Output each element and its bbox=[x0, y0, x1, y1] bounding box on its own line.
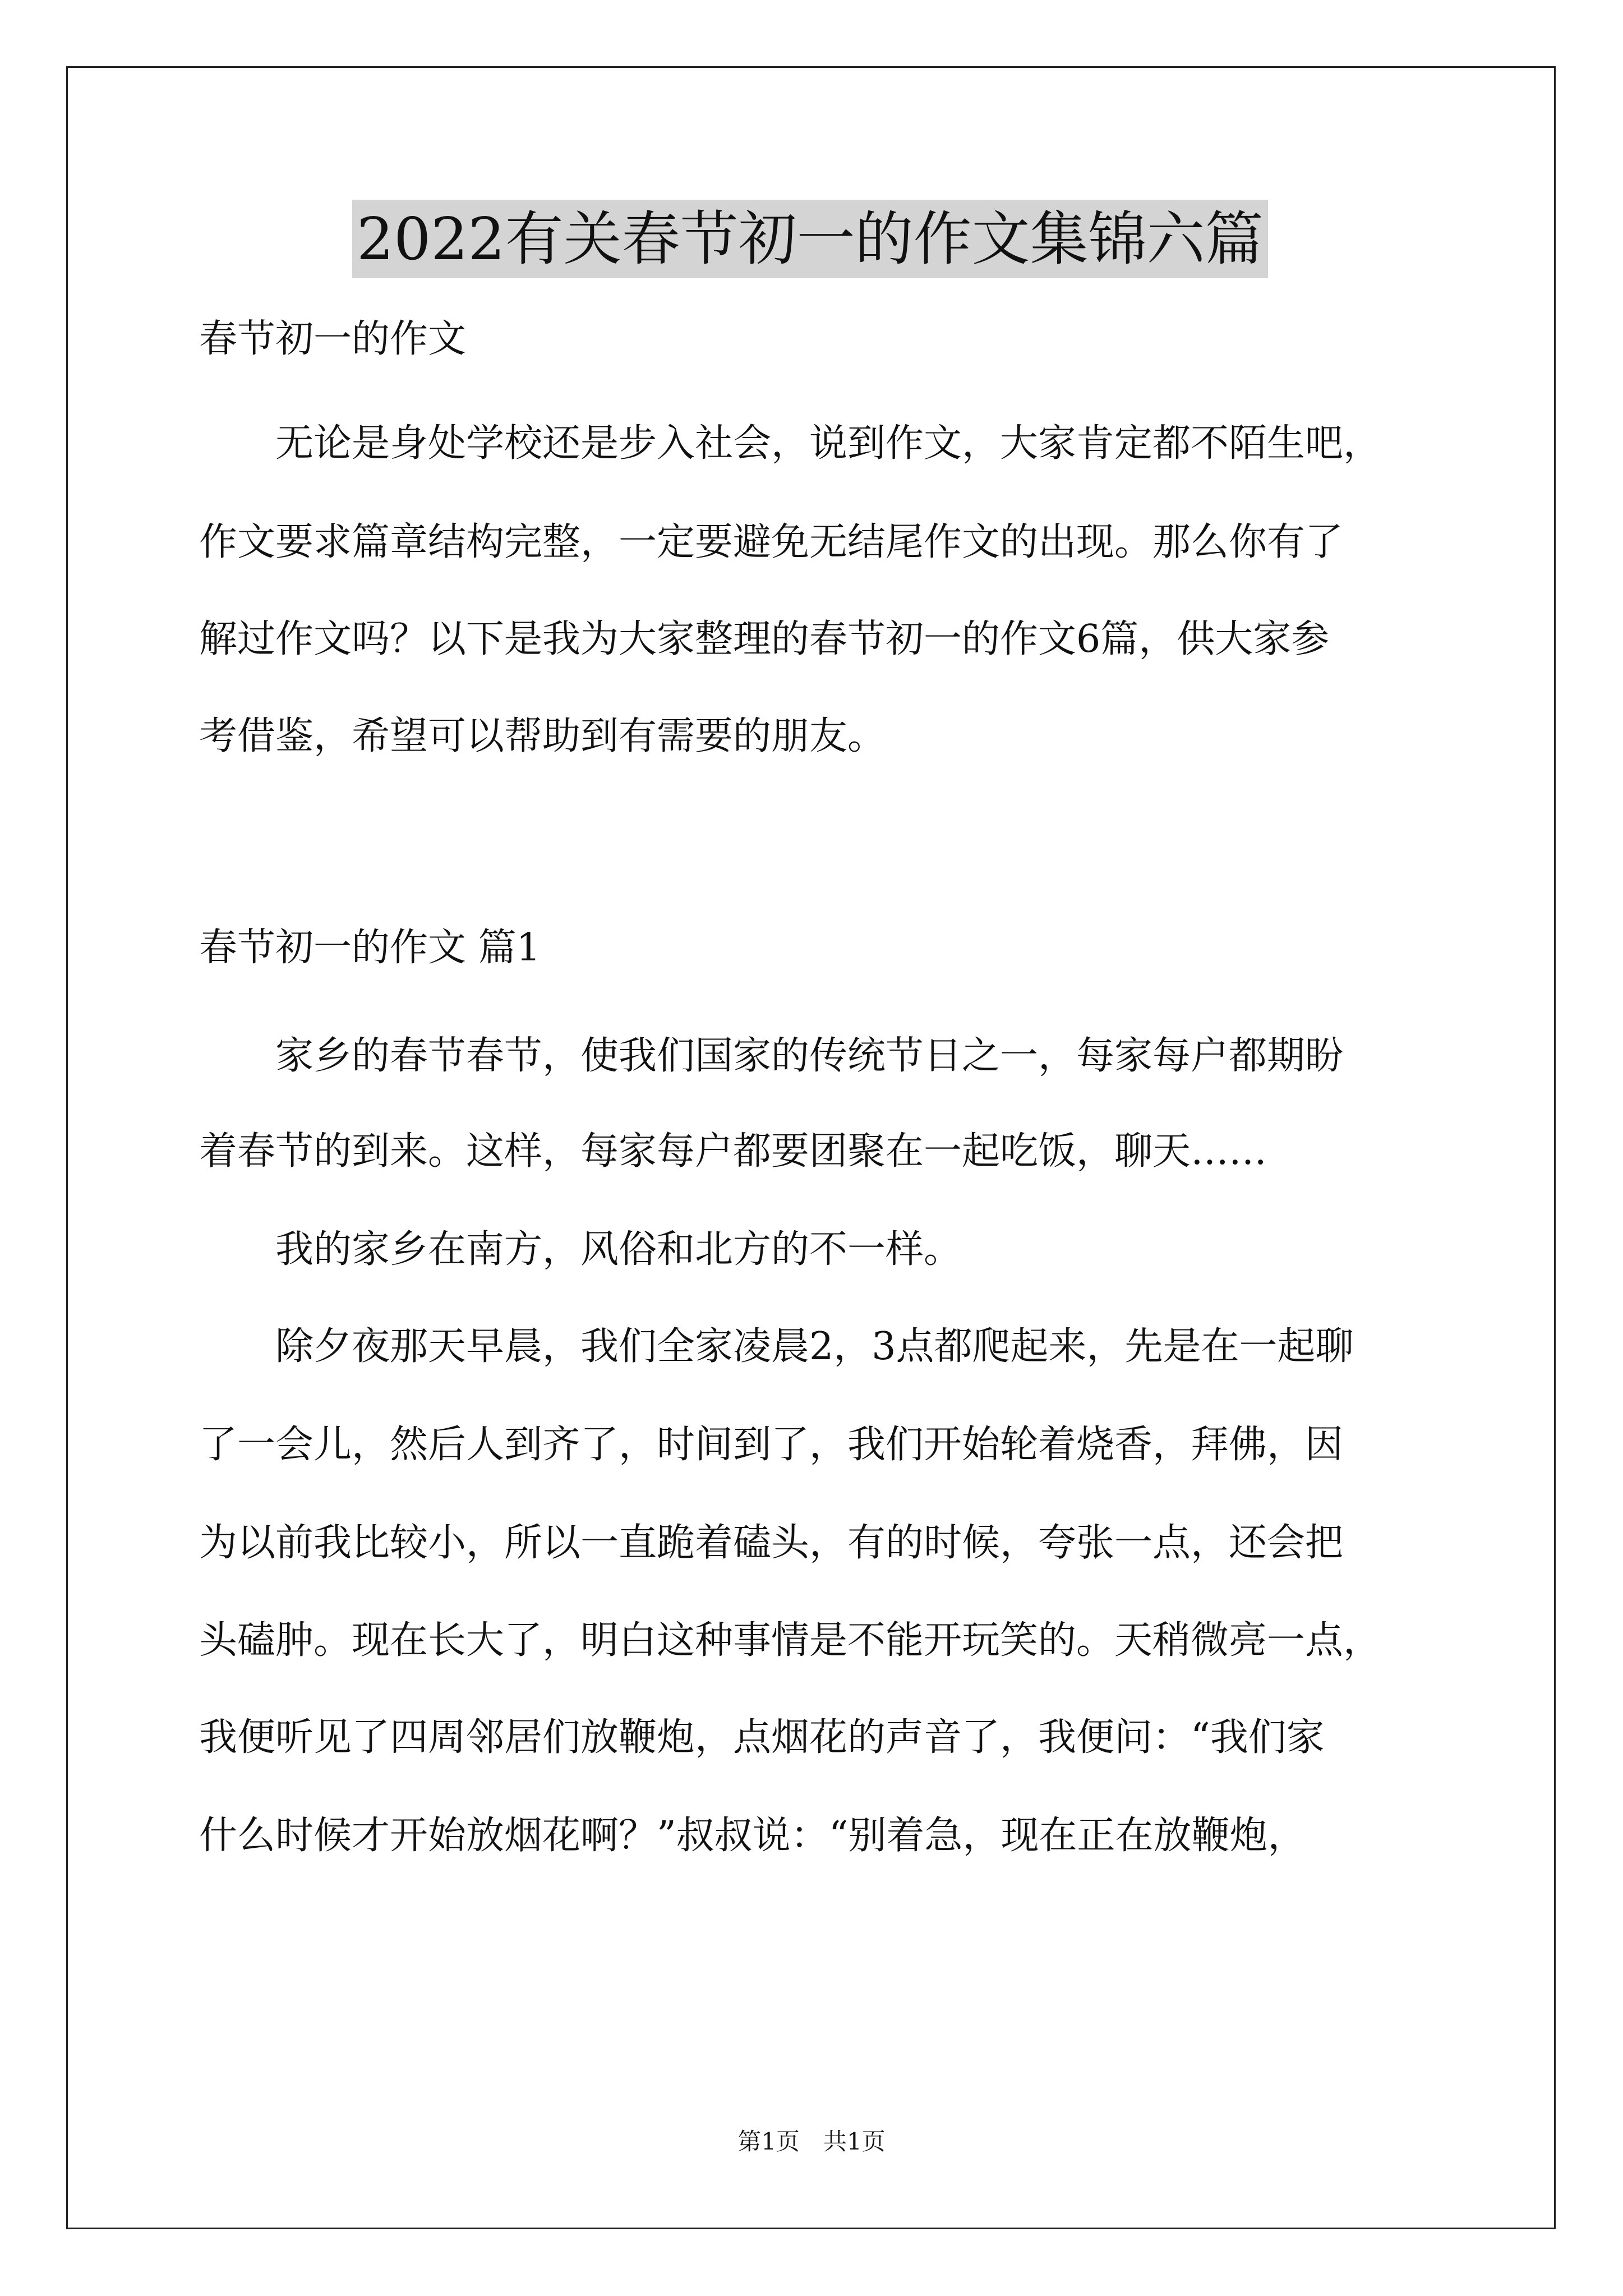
paragraph-line: 头磕肿。现在长大了，明白这种事情是不能开玩笑的。天稍微亮一点， bbox=[199, 1618, 1382, 1663]
paragraph-line: 考借鉴，希望可以帮助到有需要的朋友。 bbox=[199, 714, 886, 758]
paragraph-line: 除夕夜那天早晨，我们全家凌晨2，3点都爬起来，先是在一起聊 bbox=[199, 1324, 1354, 1369]
page-footer: 第1页 共1页 bbox=[737, 2128, 886, 2155]
paragraph-line: 无论是身处学校还是步入社会，说到作文，大家肯定都不陌生吧， bbox=[199, 421, 1382, 466]
paragraph-line: 作文要求篇章结构完整，一定要避免无结尾作文的出现。那么你有了 bbox=[199, 520, 1344, 564]
paragraph-line: 了一会儿，然后人到齐了，时间到了，我们开始轮着烧香，拜佛，因 bbox=[199, 1423, 1344, 1467]
document-title: 2022有关春节初一的作文集锦六篇 bbox=[352, 200, 1268, 278]
paragraph-line: 解过作文吗？以下是我为大家整理的春节初一的作文6篇，供大家参 bbox=[199, 617, 1330, 661]
section-heading: 春节初一的作文 bbox=[199, 317, 467, 361]
paragraph-line: 我的家乡在南方，风俗和北方的不一样。 bbox=[199, 1227, 962, 1272]
paragraph-line: 什么时候才开始放烟花啊？”叔叔说：“别着急，现在正在放鞭炮， bbox=[199, 1814, 1306, 1858]
paragraph-line: 着春节的到来。这样，每家每户都要团聚在一起吃饭，聊天…… bbox=[199, 1129, 1267, 1174]
paragraph-line: 为以前我比较小，所以一直跪着磕头，有的时候，夸张一点，还会把 bbox=[199, 1521, 1344, 1565]
paragraph-line: 家乡的春节春节，使我们国家的传统节日之一，每家每户都期盼 bbox=[199, 1034, 1344, 1078]
paragraph-line: 我便听见了四周邻居们放鞭炮，点烟花的声音了，我便问：“我们家 bbox=[199, 1715, 1325, 1760]
section-heading: 春节初一的作文 篇1 bbox=[199, 926, 541, 970]
